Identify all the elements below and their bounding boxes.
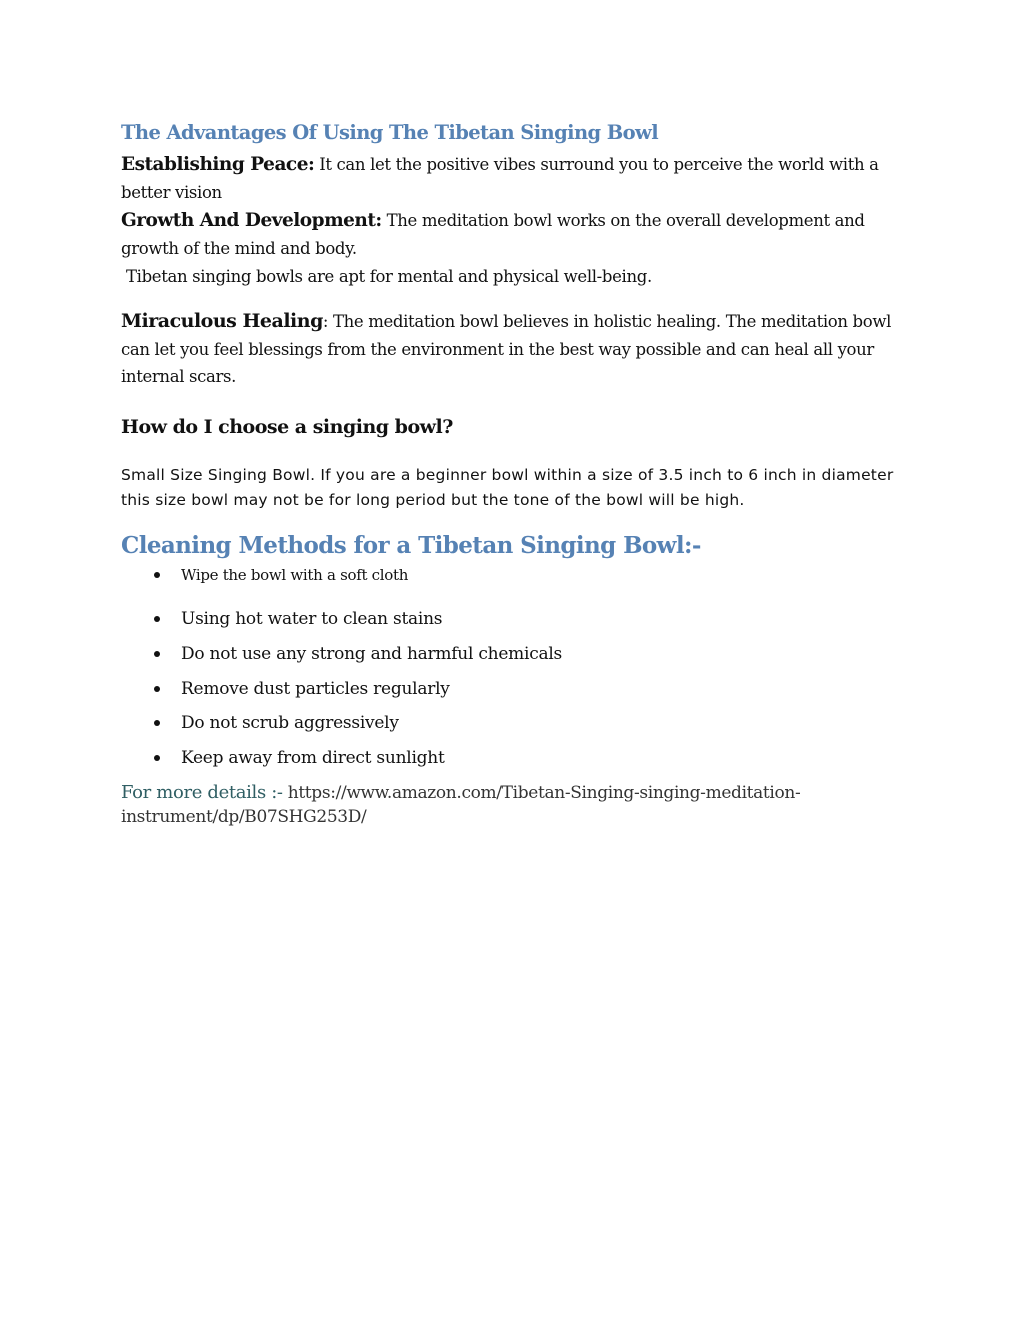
paragraph-miraculous-healing — [121, 308, 911, 391]
list-item: Do not scrub aggressively — [121, 713, 399, 733]
bullet-icon — [154, 572, 160, 578]
bullet-icon — [154, 616, 160, 622]
bullet-icon — [154, 720, 160, 726]
list-item: Using hot water to clean stains — [121, 609, 442, 629]
paragraph-wellbeing-note: Tibetan singing bowls are apt for mental and physical well-being. — [126, 267, 652, 286]
heading-cleaning-methods: Cleaning Methods for a Tibetan Singing Bowl:- — [121, 532, 701, 559]
text-growth-development: The meditation bowl works on the overall development and growth of the mind and body. — [121, 211, 865, 258]
term-miraculous-healing: Miraculous Healing — [121, 310, 323, 332]
list-item: Wipe the bowl with a soft cloth — [121, 566, 408, 584]
heading-advantages: The Advantages Of Using The Tibetan Singing Bowl — [121, 121, 659, 144]
more-details — [121, 781, 901, 829]
heading-choose-bowl: How do I choose a singing bowl? — [121, 416, 453, 438]
term-growth-development: Growth And Development: — [121, 210, 382, 231]
bullet-icon — [154, 686, 160, 692]
text-establishing-peace: It can let the positive vibes surround you to perceive the world with a better vision — [121, 155, 879, 202]
bullet-icon — [154, 755, 160, 761]
paragraph-growth-development — [121, 207, 911, 262]
amazon-link[interactable]: https://www.amazon.com/Tibetan-Singing-singing-meditation-instrument/dp/B07SHG253D/ — [121, 783, 801, 827]
paragraph-choose-bowl: Small Size Singing Bowl. If you are a beginner bowl within a size of 3.5 inch to 6 inch in diameter this size bowl may not be for long period but the tone of the bowl will be high. — [121, 466, 894, 509]
text-miraculous-healing: : The meditation bowl believes in holistic healing. The meditation bowl can let you feel blessings from the environment in the best way possible and can heal all your internal scars. — [121, 312, 892, 386]
paragraph-establishing-peace — [121, 151, 911, 206]
list-item: Remove dust particles regularly — [121, 679, 450, 699]
term-establishing-peace: Establishing Peace: — [121, 154, 315, 175]
more-details-label: For more details :- — [121, 782, 283, 803]
bullet-icon — [154, 651, 160, 657]
list-item: Keep away from direct sunlight — [121, 748, 445, 768]
list-item: Do not use any strong and harmful chemicals — [121, 644, 562, 664]
